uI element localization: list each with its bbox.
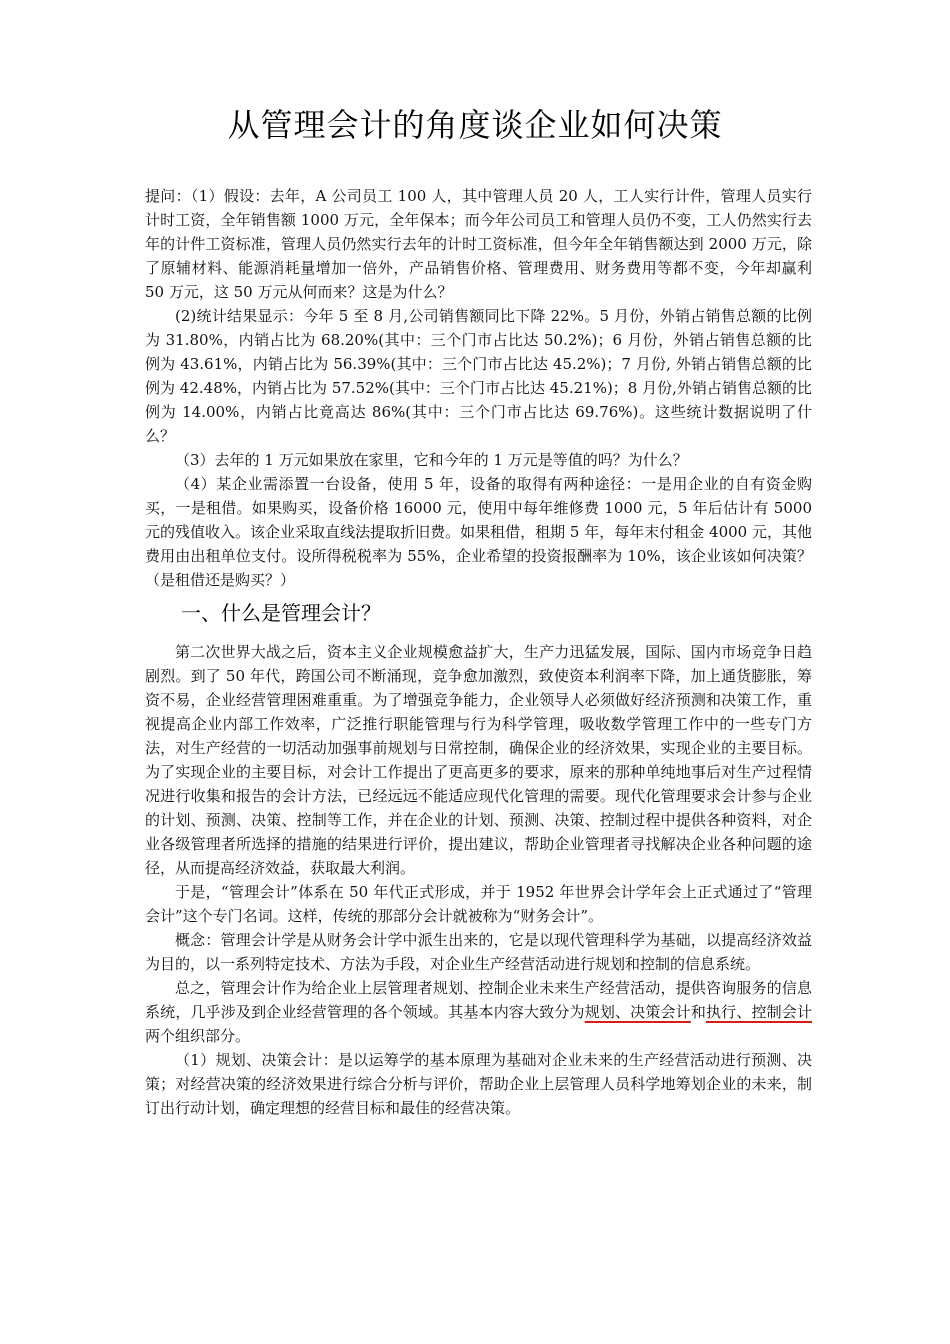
paragraph-4-ending: 两个组织部分。: [145, 1027, 251, 1045]
section-paragraph-2: 于是，“管理会计”体系在 50 年代正式形成，并于 1952 年世界会计学年会上正式通过了“管理会计”这个专门名词。这样，传统的那部分会计就被称为“财务会计”。: [145, 883, 812, 925]
underlined-term-planning: 规划、决策会计: [584, 1003, 691, 1021]
section-heading: 一、什么是管理会计？: [181, 601, 381, 625]
section-paragraph-4: [145, 976, 812, 1048]
paragraph-4-conjunction: 和: [690, 1003, 706, 1021]
section-paragraph-3: 概念：管理会计学是从财务会计学中派生出来的，它是以现代管理科学为基础，以提高经济效益为目的，以一系列特定技术、方法为手段，对企业生产经营活动进行规划和控制的信息系统。: [145, 931, 812, 973]
section-paragraph-1: 第二次世界大战之后，资本主义企业规模愈益扩大，生产力迅猛发展，国际、国内市场竞争日趋剧烈。到了 50 年代，跨国公司不断涌现，竞争愈加激烈，致使资本利润率下降，加上通货膨胀，筹资不易，企业经营管理困难重重。为了增强竞争能力，企业领导人必须做好经济预测和决策工作，重视提高企业内部工作效率，广泛推行职能管理与行为科学管理，吸收数学管理工作中的一些专门方法，对生产经营的一切活动加强事前规划与日常控制，确保企业的经济效果，实现企业的主要目标。为了实现企业的主要目标，对会计工作提出了更高更多的要求，原来的那种单纯地事后对生产过程情况进行收集和报告的会计方法，已经远远不能适应现代化管理的需要。现代化管理要求会计参与企业的计划、预测、决策、控制等工作，并在企业的计划、预测、决策、控制过程中提供各种资料，对企业各级管理者所选择的措施的结果进行评价，提出建议，帮助企业管理者寻找解决企业各种问题的途径，从而提高经济效益，获取最大利润。: [145, 643, 812, 877]
document-body: [145, 184, 812, 1120]
document-title: 从管理会计的角度谈企业如何决策: [227, 106, 723, 144]
question-1: 提问：（1）假设：去年，A 公司员工 100 人，其中管理人员 20 人，工人实行计件，管理人员实行计时工资，全年销售额 1000 万元，全年保本；而今年公司员工和管理人员仍不变，工人仍然实行去年的计件工资标准，管理人员仍然实行去年的计时工资标准，但今年全年销售额达到 2000 万元，除了原辅材料、能源消耗量增加一倍外，产品销售价格、管理费用、财务费用等都不变，今年却赢利 50 万元，这 50 万元从何而来？这是为什么？: [145, 187, 812, 301]
question-3: （3）去年的 1 万元如果放在家里，它和今年的 1 万元是等值的吗？为什么？: [175, 451, 688, 469]
question-2: (2)统计结果显示：今年 5 至 8 月,公司销售额同比下降 22%。5 月份，外销占销售总额的比例为 31.80%，内销占比为 68.20%(其中：三个门市占比达 50.2%)；6 月份，外销占销售总额的比例为 43.61%，内销占比为 56.39%(其中：三个门市占比达 45.2%)；7 月份, 外销占销售总额的比例为 42.48%，内销占比为 57.52%(其中：三个门市占比达 45.21%)；8 月份,外销占销售总额的比例为 14.00%，内销占比竟高达 86%(其中：三个门市占比达 69.76%)。这些统计数据说明了什么？: [145, 307, 812, 445]
underlined-term-control: 执行、控制会计: [706, 1003, 812, 1021]
paragraph-4-text: 总之，管理会计作为给企业上层管理者规划、控制企业未来生产经营活动，提供咨询服务的信息系统，几乎涉及到企业经营管理的各个领域。其基本内容大致分为: [145, 979, 812, 1021]
question-4: （4）某企业需添置一台设备，使用 5 年，设备的取得有两种途径：一是用企业的自有资金购买，一是租借。如果购买，设备价格 16000 元，使用中每年维修费 1000 元，5 年后估计有 5000 元的残值收入。该企业采取直线法提取折旧费。如果租借，租期 5 年，每年末付租金 4000 元，其他费用由出租单位支付。设所得税税率为 55%，企业希望的投资报酬率为 10%，该企业该如何决策？（是租借还是购买？）: [145, 475, 812, 589]
section-paragraph-5: （1）规划、决策会计：是以运筹学的基本原理为基础对企业未来的生产经营活动进行预测、决策；对经营决策的经济效果进行综合分析与评价，帮助企业上层管理人员科学地筹划企业的未来，制订出行动计划，确定理想的经营目标和最佳的经营决策。: [145, 1051, 812, 1117]
